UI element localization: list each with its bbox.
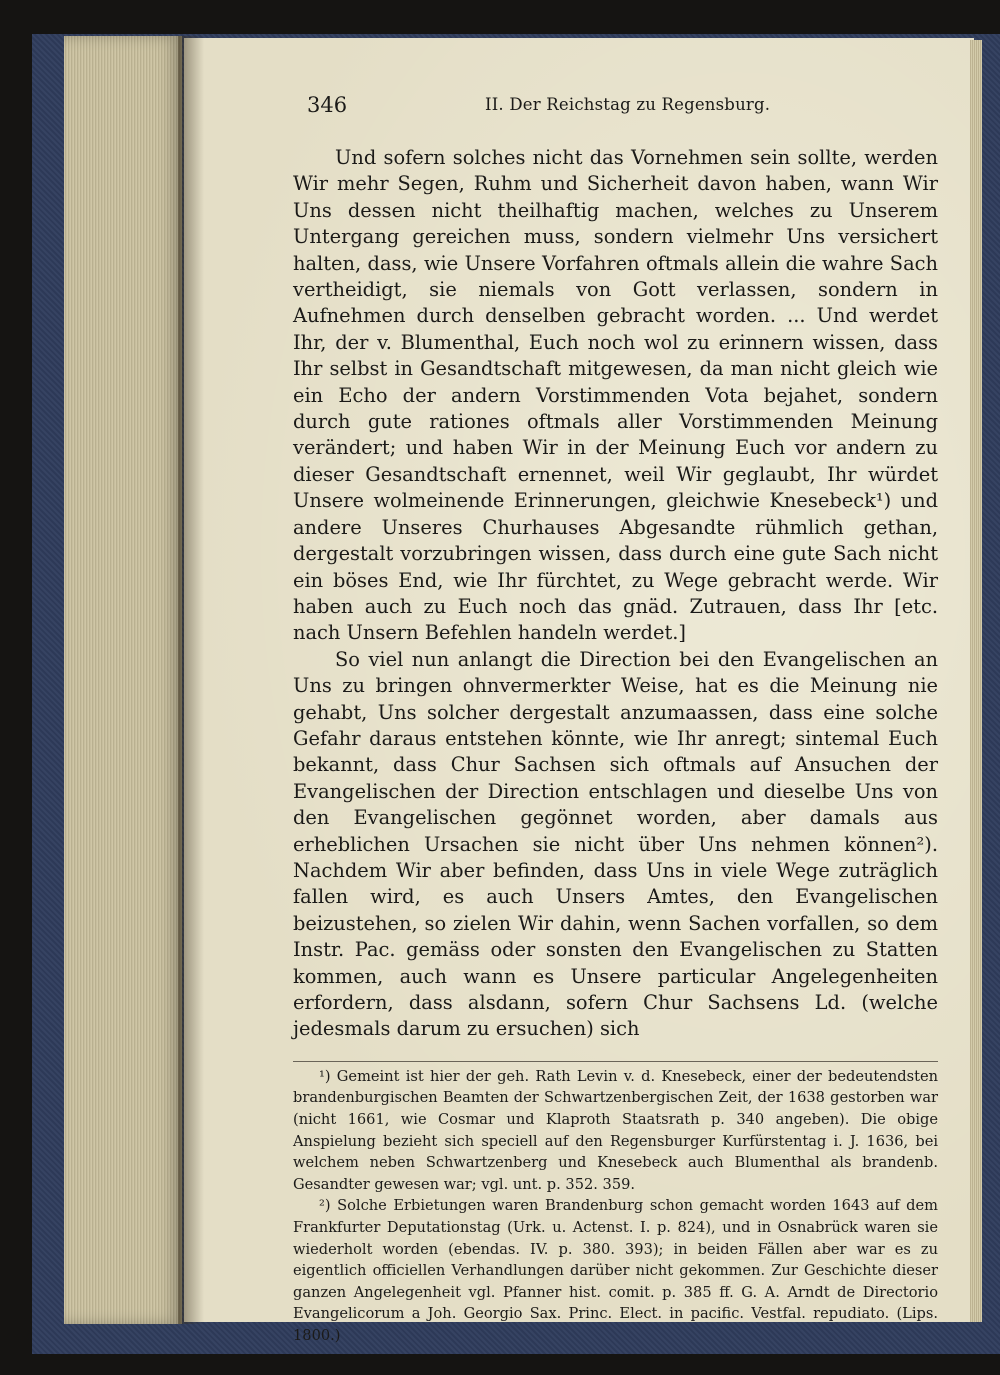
paragraph: Und sofern solches nicht das Vornehmen sein sollte, werden Wir mehr Segen, Ruhm und Sicherheit davon haben, wann Wir Uns dessen nicht theilhaftig machen, welches zu Unserem Untergang gereichen muss, sondern vielmehr Uns versichert halten, dass, wie Unsere Vorfahren oftmals allein die wahre Sach vertheidigt, sie niemals von Gott verlassen, sondern in Aufnehmen durch denselben gebracht worden. ... Und werdet Ihr, der v. Blumenthal, Euch noch wol zu erinnern wissen, dass Ihr selbst in Gesandtschaft mitgewesen, da man nicht gleich wie ein Echo der andern Vorstimmenden Vota bejahet, sondern durch gute rationes oftmals aller Vorstimmenden Meinung verändert; und haben Wir in der Meinung Euch vor andern zu dieser Gesandtschaft ernennet, weil Wir geglaubt, Ihr würdet Unsere wolmeinende Erinnerungen, gleichwie Knesebeck¹) und andere Unseres Churhauses Abgesandte rühmlich gethan, dergestalt vorzubringen wissen, dass durch eine gute Sach nicht ein böses End, wie Ihr fürchtet, zu Wege gebracht werde. Wir haben auch zu Euch noch das gnäd. Zutrauen, dass Ihr [etc. nach Unsern Befehlen handeln werdet.]: [293, 146, 938, 645]
right-page-edge: [970, 40, 982, 1322]
page-text-block: [293, 95, 938, 1347]
footnote: ²) Solche Erbietungen waren Brandenburg schon gemacht worden 1643 auf dem Frankfurter Deputationstag (Urk. u. Actenst. I. p. 824), und in Osnabrück waren sie wiederholt worden (ebendas. IV. p. 380. 393); in beiden Fällen aber war es zu eigentlich officiellen Verhandlungen darüber nicht gekommen. Zur Geschichte dieser ganzen Angelegenheit vgl. Pfanner hist. comit. p. 385 ff. G. A. Arndt de Directorio Evangelicorum a Joh. Georgio Sax. Princ. Elect. in pacific. Vestfal. repudiato. (Lips. 1800.): [293, 1197, 938, 1344]
running-title: II. Der Reichstag zu Regensburg.: [485, 95, 771, 114]
page-number: 346: [307, 93, 348, 117]
footnotes: [293, 1061, 938, 1347]
page-stack-edge: [64, 36, 182, 1324]
footnote: ¹) Gemeint ist hier der geh. Rath Levin v. d. Knesebeck, einer der bedeutendsten brandenburgischen Beamten der Schwartzenbergischen Zeit, der 1638 gestorben war (nicht 1661, wie Cosmar und Klaproth Staatsrath p. 340 angeben). Die obige Anspielung bezieht sich speciell auf den Regensburger Kurfürstentag i. J. 1636, bei welchem neben Schwartzenberg und Knesebeck auch Blumenthal als brandenb. Gesandter gewesen war; vgl. unt. p. 352. 359.: [293, 1067, 938, 1193]
page-gutter-shadow: [178, 36, 204, 1324]
body-text: [293, 145, 938, 1043]
running-head: [293, 95, 938, 125]
paragraph: So viel nun anlangt die Direction bei den Evangelischen an Uns zu bringen ohnvermerkter Weise, hat es die Meinung nie gehabt, Uns solcher dergestalt anzumaassen, dass eine solche Gefahr daraus entstehen könnte, wie Ihr anregt; sintemal Euch bekannt, dass Chur Sachsen sich oftmals auf Ansuchen der Evangelischen der Direction entschlagen und dieselbe Uns von den Evangelischen gegönnet worden, aber damals aus erheblichen Ursachen sie nicht über Uns nehmen können²). Nachdem Wir aber befinden, dass Uns in viele Wege zuträglich fallen wird, es auch Unsers Amtes, den Evangelischen beizustehen, so zielen Wir dahin, wenn Sachen vorfallen, so dem Instr. Pac. gemäss oder sonsten den Evangelischen zu Statten kommen, auch wann es Unsere particular Angelegenheiten erfordern, dass alsdann, sofern Chur Sachsens Ld. (welche jedesmals darum zu ersuchen) sich: [293, 647, 938, 1041]
